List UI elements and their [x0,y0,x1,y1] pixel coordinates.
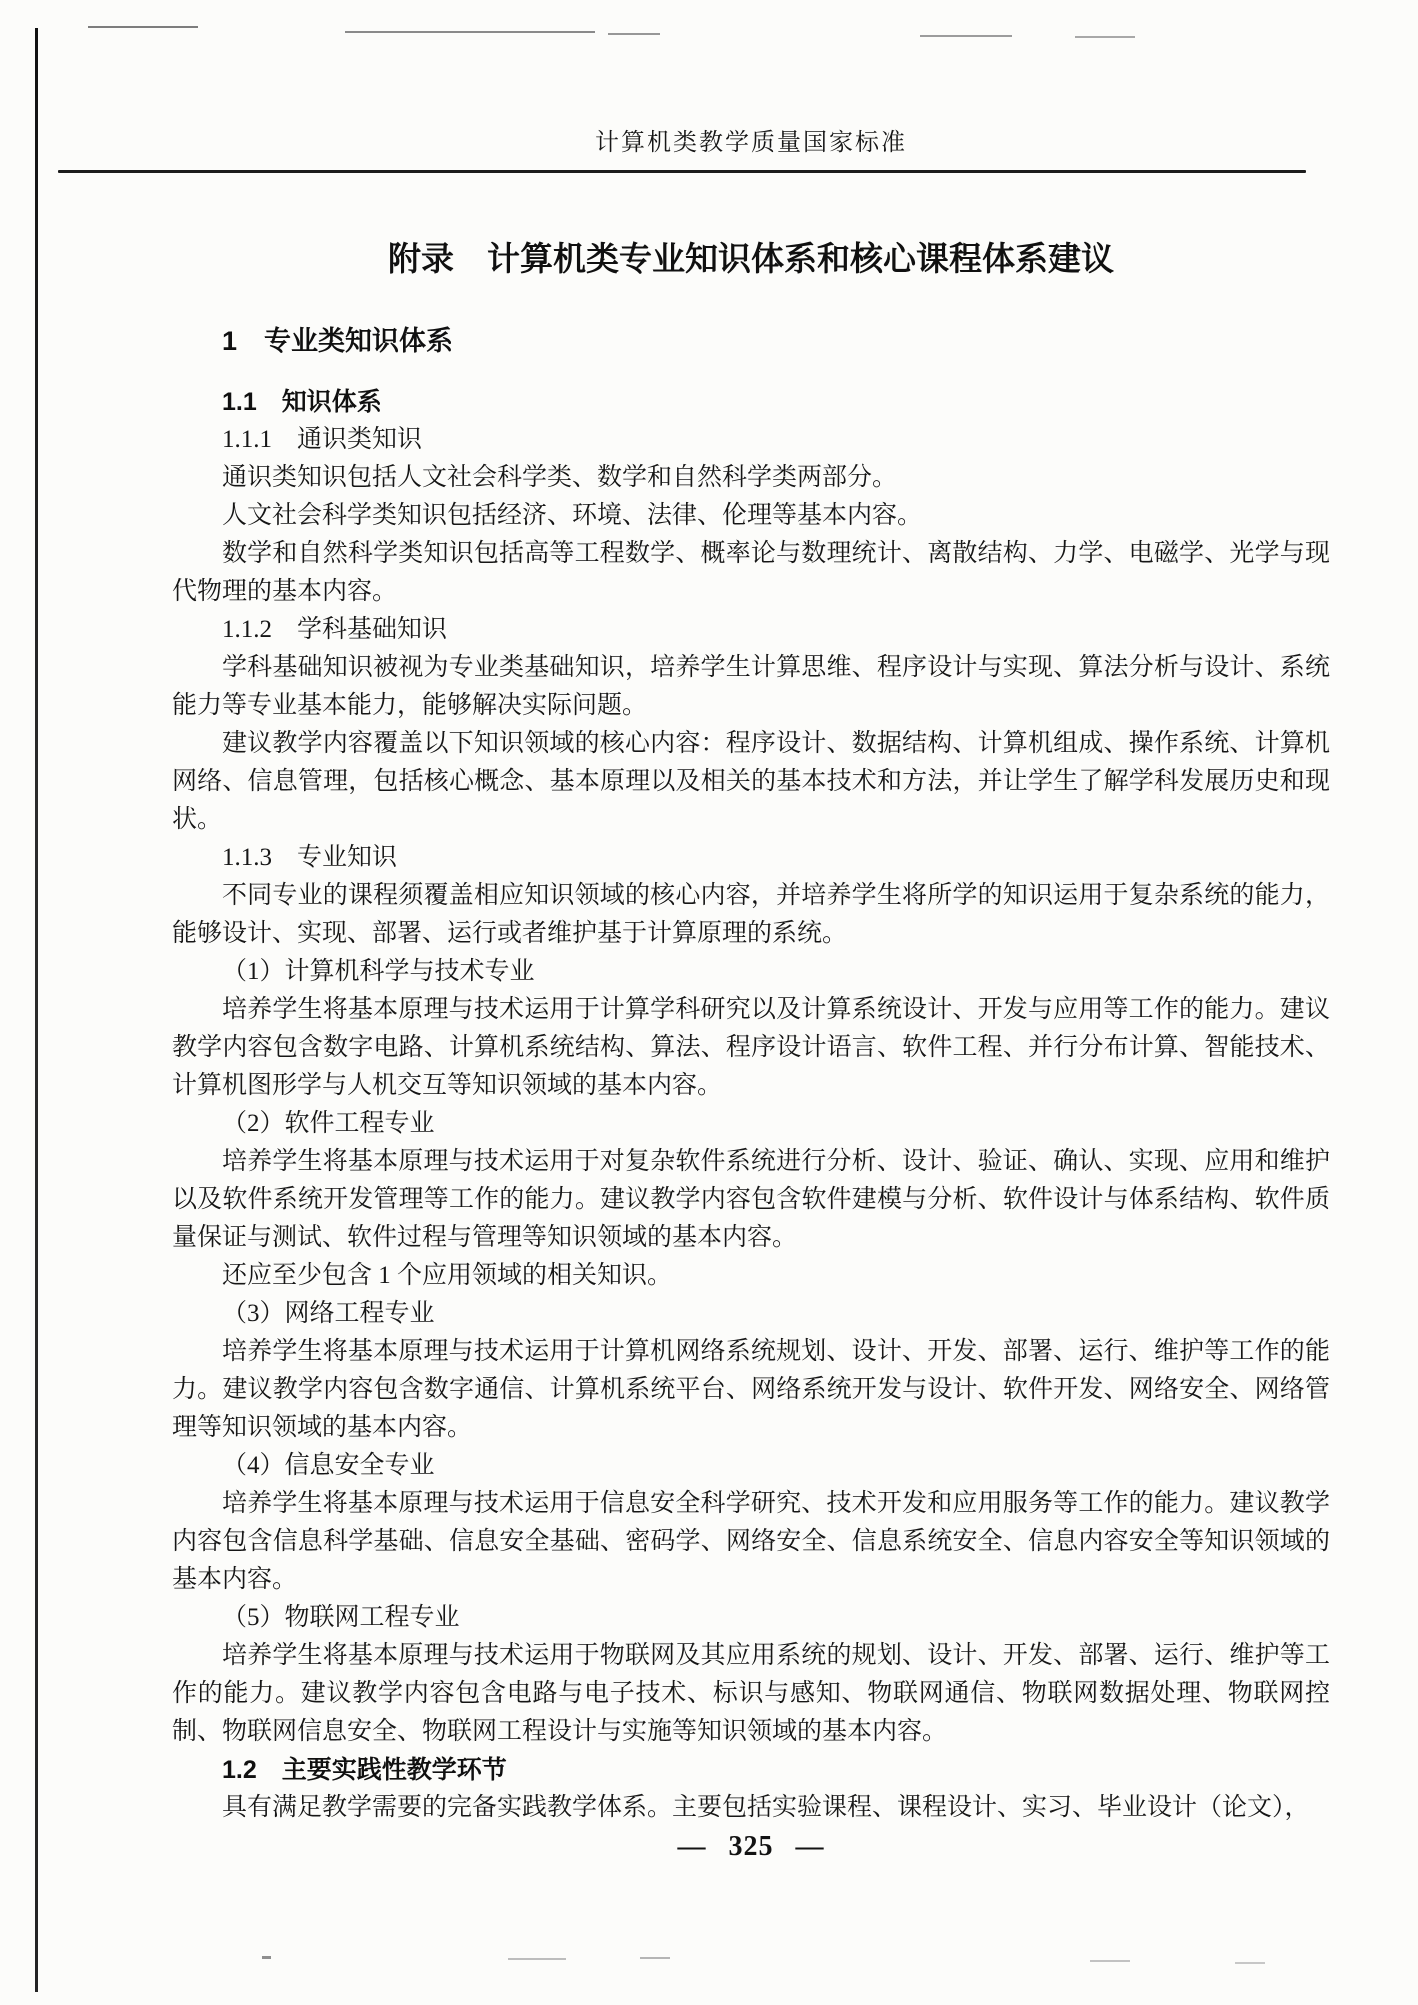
heading-1-2-practical-teaching: 1.2 主要实践性教学环节 [222,1756,507,1784]
subheading-major-2-software-engineering: （2）软件工程专业 [222,1110,435,1137]
paragraph-major-4-description: 培养学生将基本原理与技术运用于信息安全科学研究、技术开发和应用服务等工作的能力。建议教学内容包含信息科学基础、信息安全基础、密码学、网络安全、信息系统安全、信息内容安全等知识领域的基本内容。 [172,1490,1330,1593]
paragraph-general-knowledge-scope: 通识类知识包括人文社会科学类、数学和自然科学类两部分。 [222,464,898,491]
subheading-major-5-iot-engineering: （5）物联网工程专业 [222,1604,460,1631]
paragraph-major-2-description: 培养学生将基本原理与技术运用于对复杂软件系统进行分析、设计、验证、确认、实现、应用和维护以及软件系统开发管理等工作的能力。建议教学内容包含软件建模与分析、软件设计与体系结构、软件质量保证与测试、软件过程与管理等知识领域的基本内容。 [172,1148,1330,1251]
running-header: 计算机类教学质量国家标准 [595,130,907,156]
document-title: 附录 计算机类专业知识体系和核心课程体系建议 [388,240,1114,277]
scan-artifact-dash [508,1958,566,1960]
scan-edge-line [35,28,38,1992]
heading-1-professional-knowledge-system: 1 专业类知识体系 [222,326,454,356]
subheading-major-1-computer-science: （1）计算机科学与技术专业 [222,958,535,985]
heading-1-1-3-professional-knowledge: 1.1.3 专业知识 [222,844,398,871]
scan-artifact-dash [1075,36,1135,38]
document-body [172,383,1330,1827]
paragraph-math-science-content: 数学和自然科学类知识包括高等工程数学、概率论与数理统计、离散结构、力学、电磁学、光学与现代物理的基本内容。 [172,540,1330,605]
paragraph-humanities-content: 人文社会科学类知识包括经济、环境、法律、伦理等基本内容。 [222,502,923,529]
scan-artifact-dash [1090,1960,1130,1962]
scan-artifact-dash [608,33,660,35]
paragraph-major-2-application-domain: 还应至少包含 1 个应用领域的相关知识。 [222,1262,673,1289]
scan-artifact-dash [1235,1962,1265,1964]
scan-artifact-dash [920,35,1012,37]
paragraph-professional-requirement: 不同专业的课程须覆盖相应知识领域的核心内容，并培养学生将所学的知识运用于复杂系统的能力，能够设计、实现、部署、运行或者维护基于计算原理的系统。 [172,882,1330,947]
heading-1-1-1-general-knowledge: 1.1.1 通识类知识 [222,426,423,453]
scan-artifact-dash [640,1957,670,1959]
paragraph-suggested-core-areas: 建议教学内容覆盖以下知识领域的核心内容：程序设计、数据结构、计算机组成、操作系统、计算机网络、信息管理，包括核心概念、基本原理以及相关的基本技术和方法，并让学生了解学科发展历史和现状。 [172,730,1330,833]
paragraph-major-1-description: 培养学生将基本原理与技术运用于计算学科研究以及计算系统设计、开发与应用等工作的能力。建议教学内容包含数字电路、计算机系统结构、算法、程序设计语言、软件工程、并行分布计算、智能技术、计算机图形学与人机交互等知识领域的基本内容。 [172,996,1330,1099]
heading-1-1-knowledge-system: 1.1 知识体系 [222,388,382,416]
scan-artifact-dash [262,1956,271,1959]
scan-artifact-dash [345,31,595,33]
subheading-major-4-information-security: （4）信息安全专业 [222,1452,435,1479]
paragraph-practical-teaching-system: 具有满足教学需要的完备实践教学体系。主要包括实验课程、课程设计、实习、毕业设计（论文）， [222,1794,1310,1821]
paragraph-major-3-description: 培养学生将基本原理与技术运用于计算机网络系统规划、设计、开发、部署、运行、维护等工作的能力。建议教学内容包含数字通信、计算机系统平台、网络系统开发与设计、软件开发、网络安全、网络管理等知识领域的基本内容。 [172,1338,1330,1441]
heading-1-1-2-discipline-foundation: 1.1.2 学科基础知识 [222,616,448,643]
header-rule [58,170,1306,173]
scan-artifact-dash [88,26,198,28]
paragraph-foundation-ability: 学科基础知识被视为专业类基础知识，培养学生计算思维、程序设计与实现、算法分析与设计、系统能力等专业基本能力，能够解决实际问题。 [172,654,1330,719]
page-number: — 325 — [677,1831,825,1862]
subheading-major-3-network-engineering: （3）网络工程专业 [222,1300,435,1327]
paragraph-major-5-description: 培养学生将基本原理与技术运用于物联网及其应用系统的规划、设计、开发、部署、运行、维护等工作的能力。建议教学内容包含电路与电子技术、标识与感知、物联网通信、物联网数据处理、物联网控制、物联网信息安全、物联网工程设计与实施等知识领域的基本内容。 [172,1642,1330,1745]
